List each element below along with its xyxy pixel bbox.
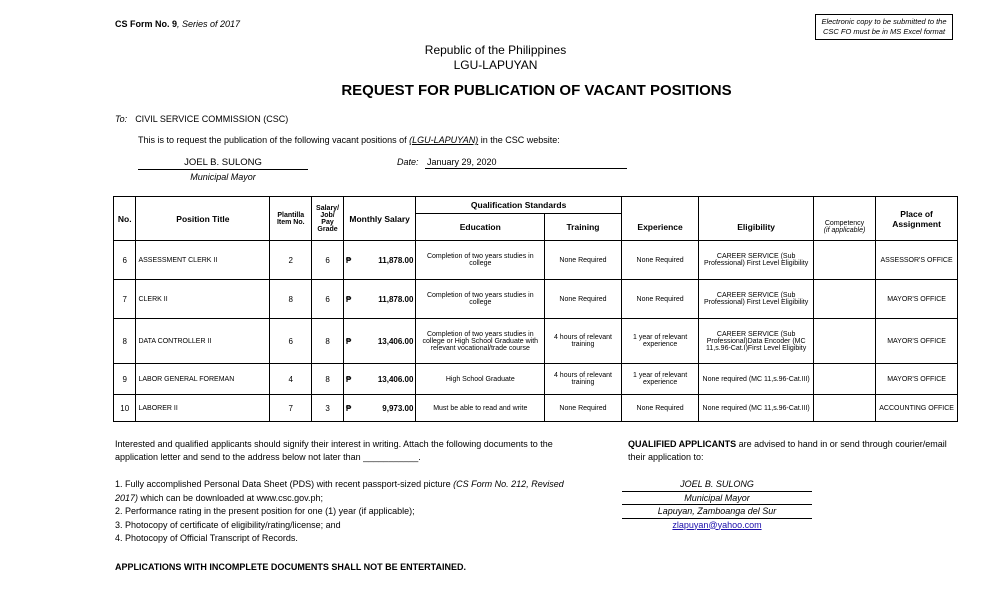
- requirement-4: 4. Photocopy of Official Transcript of Records.: [115, 533, 298, 543]
- row-position: DATA CONTROLLER II: [136, 319, 270, 364]
- row-competency: [813, 364, 875, 395]
- qualified-text: QUALIFIED APPLICANTS are advised to hand in or send through courier/email their application to:: [628, 439, 947, 462]
- row-grade: 6: [312, 241, 344, 280]
- row-item: 7: [270, 395, 312, 422]
- table-row: [114, 395, 958, 422]
- row-no: 8: [114, 319, 136, 364]
- row-education: Completion of two years studies in college or High School Graduate with relevant vocational/trade course: [416, 319, 545, 364]
- header-training: Training: [545, 214, 622, 241]
- electronic-copy-note: Electronic copy to be submitted to the CSC FO must be in MS Excel format: [815, 14, 953, 40]
- row-item: 4: [270, 364, 312, 395]
- table-row: [114, 364, 958, 395]
- row-education: Completion of two years studies in college: [416, 241, 545, 280]
- row-education: High School Graduate: [416, 364, 545, 395]
- row-competency: [813, 241, 875, 280]
- row-no: 7: [114, 280, 136, 319]
- row-grade: 8: [312, 319, 344, 364]
- requirement-1: 1. Fully accomplished Personal Data Sheet (PDS) with recent passport-sized picture (CS Form No. 212, Revised 2017) which can be downloaded at www.csc.gov.ph;: [115, 479, 564, 503]
- warning-text: APPLICATIONS WITH INCOMPLETE DOCUMENTS SHALL NOT BE ENTERTAINED.: [115, 562, 466, 572]
- peso-sign: ₱: [345, 336, 352, 346]
- header-competency: Competency (if applicable): [813, 214, 875, 241]
- interest-text: Interested and qualified applicants should signify their interest in writing. Attach the following documents to the application letter and send to the address below not later than ___________.: [115, 439, 553, 462]
- page-title: REQUEST FOR PUBLICATION OF VACANT POSITIONS: [341, 82, 732, 99]
- signatory-name: JOEL B. SULONG: [138, 157, 308, 170]
- header-education: Education: [416, 214, 545, 241]
- contact-name: JOEL B. SULONG: [622, 478, 812, 492]
- form-number: CS Form No. 9, Series of 2017: [115, 19, 241, 29]
- row-competency: [813, 395, 875, 422]
- row-eligibility: CAREER SERVICE (Sub Professional) First Level Eligibility: [699, 241, 813, 280]
- row-eligibility: None required (MC 11,s.96-Cat.III): [699, 364, 813, 395]
- row-no: 9: [114, 364, 136, 395]
- row-no: 6: [114, 241, 136, 280]
- salary-value: 13,406.00: [377, 374, 414, 384]
- row-experience: 1 year of relevant experience: [621, 319, 699, 364]
- row-place: MAYOR'S OFFICE: [876, 364, 958, 395]
- table-row: [114, 241, 958, 280]
- row-experience: 1 year of relevant experience: [621, 364, 699, 395]
- row-eligibility: CAREER SERVICE (Sub Professional)Data Encoder (MC 11,s.96-Cat.I)First Level Eligibity: [699, 319, 813, 364]
- row-competency: [813, 319, 875, 364]
- header-monthly-salary: Monthly Salary: [343, 197, 416, 241]
- row-education: Completion of two years studies in college: [416, 280, 545, 319]
- row-experience: None Required: [621, 241, 699, 280]
- row-eligibility: CAREER SERVICE (Sub Professional) First Level Eligibility: [699, 280, 813, 319]
- row-training: None Required: [545, 280, 622, 319]
- row-grade: 8: [312, 364, 344, 395]
- row-item: 6: [270, 319, 312, 364]
- row-place: ACCOUNTING OFFICE: [876, 395, 958, 422]
- row-eligibility: None required (MC 11,s.96-Cat.III): [699, 395, 813, 422]
- row-no: 10: [114, 395, 136, 422]
- row-place: MAYOR'S OFFICE: [876, 319, 958, 364]
- contact-email-link[interactable]: zlapuyan@yahoo.com: [672, 519, 762, 530]
- header-no: No.: [114, 197, 136, 241]
- row-education: Must be able to read and write: [416, 395, 545, 422]
- row-position: CLERK II: [136, 280, 270, 319]
- peso-sign: ₱: [345, 374, 352, 384]
- header-qualification-standards: Qualification Standards: [416, 197, 621, 214]
- salary-value: 13,406.00: [377, 336, 414, 346]
- row-training: None Required: [545, 241, 622, 280]
- intro-text: This is to request the publication of the following vacant positions of (LGU-LAPUYAN) in the CSC website:: [138, 135, 560, 145]
- peso-sign: ₱: [345, 255, 352, 265]
- requirements-list: [115, 478, 585, 546]
- row-item: 2: [270, 241, 312, 280]
- row-salary: [343, 280, 416, 319]
- row-experience: None Required: [621, 395, 699, 422]
- addressee: To: CIVIL SERVICE COMMISSION (CSC): [115, 114, 289, 124]
- row-item: 8: [270, 280, 312, 319]
- salary-value: 11,878.00: [378, 255, 414, 265]
- table-row: [114, 280, 958, 319]
- addressee-value: CIVIL SERVICE COMMISSION (CSC): [135, 114, 289, 124]
- header-salary-grade: Salary/ Job/ Pay Grade: [312, 197, 344, 241]
- peso-sign: ₱: [345, 294, 352, 304]
- contact-title: Municipal Mayor: [622, 492, 812, 506]
- row-experience: None Required: [621, 280, 699, 319]
- row-salary: [343, 319, 416, 364]
- contact-block: [622, 478, 812, 531]
- signatory-title: Municipal Mayor: [190, 172, 256, 182]
- row-salary: [343, 364, 416, 395]
- requirement-2: 2. Performance rating in the present position for one (1) year (if applicable);: [115, 506, 415, 516]
- row-training: 4 hours of relevant training: [545, 319, 622, 364]
- header-eligibility: Eligibility: [699, 214, 813, 241]
- table-row: [114, 319, 958, 364]
- row-competency: [813, 280, 875, 319]
- row-training: 4 hours of relevant training: [545, 364, 622, 395]
- row-place: ASSESSOR'S OFFICE: [876, 241, 958, 280]
- contact-address: Lapuyan, Zamboanga del Sur: [622, 505, 812, 519]
- row-training: None Required: [545, 395, 622, 422]
- lgu-heading: LGU-LAPUYAN: [453, 58, 538, 72]
- header-experience: Experience: [621, 214, 699, 241]
- header-plantilla: Plantilla Item No.: [270, 197, 312, 241]
- date-label: Date:: [397, 157, 419, 167]
- salary-value: 9,973.00: [382, 403, 414, 413]
- row-position: LABOR GENERAL FOREMAN: [136, 364, 270, 395]
- header-position: Position Title: [136, 197, 270, 241]
- row-place: MAYOR'S OFFICE: [876, 280, 958, 319]
- row-salary: [343, 395, 416, 422]
- row-position: ASSESSMENT CLERK II: [136, 241, 270, 280]
- vacant-positions-table: [113, 196, 958, 422]
- date-value: January 29, 2020: [425, 157, 627, 169]
- row-position: LABORER II: [136, 395, 270, 422]
- row-grade: 3: [312, 395, 344, 422]
- row-salary: [343, 241, 416, 280]
- header-place: Place of Assignment: [876, 197, 958, 241]
- peso-sign: ₱: [345, 403, 352, 413]
- row-grade: 6: [312, 280, 344, 319]
- republic-heading: Republic of the Philippines: [424, 43, 567, 57]
- requirement-3: 3. Photocopy of certificate of eligibility/rating/license; and: [115, 519, 341, 530]
- salary-value: 11,878.00: [378, 294, 414, 304]
